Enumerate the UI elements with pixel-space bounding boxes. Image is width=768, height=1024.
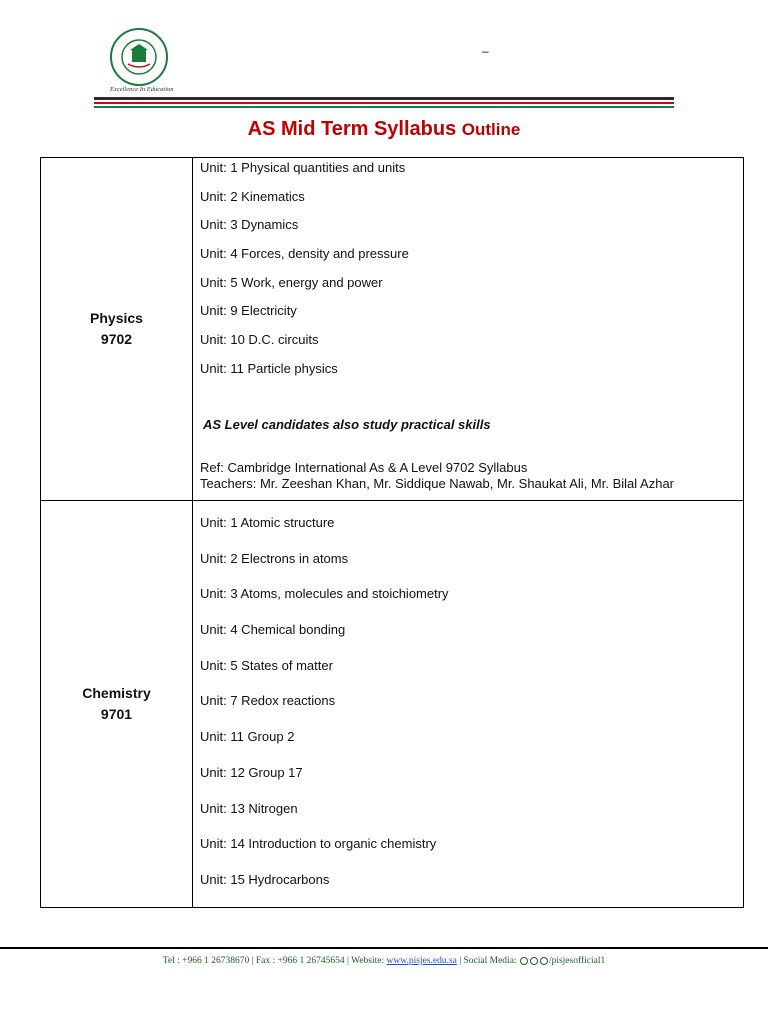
physics-unit: Unit: 5 Work, energy and power (200, 274, 383, 290)
chemistry-unit: Unit: 7 Redox reactions (200, 693, 336, 709)
footer (0, 956, 768, 966)
website-link[interactable]: www.pisjes.edu.sa (386, 956, 457, 966)
physics-unit: Unit: 11 Particle physics (200, 360, 338, 376)
chemistry-subject-name: Chemistry (82, 685, 151, 701)
school-logo (104, 26, 174, 90)
physics-units-cell (193, 158, 743, 500)
physics-subject-name: Physics (90, 310, 143, 326)
facebook-icon[interactable] (540, 957, 548, 965)
header-dash: – (482, 44, 489, 58)
twitter-icon[interactable] (530, 957, 538, 965)
chemistry-unit: Unit: 14 Introduction to organic chemistry (200, 836, 437, 852)
chemistry-unit: Unit: 1 Atomic structure (200, 515, 335, 530)
page-title (0, 118, 768, 141)
physics-subject-cell (41, 158, 193, 500)
title-suffix: Outline (461, 120, 521, 139)
footer-contact: Tel : +966 1 26738670 | Fax : +966 1 26745654 | Website: (162, 956, 387, 966)
physics-subject-code: 9702 (100, 331, 133, 347)
practical-skills-note: AS Level candidates also study practical skills (203, 416, 491, 432)
syllabus-table (40, 157, 744, 908)
chemistry-subject-cell (41, 501, 193, 907)
chemistry-unit: Unit: 11 Group 2 (200, 729, 295, 745)
chemistry-unit: Unit: 4 Chemical bonding (200, 622, 346, 638)
chemistry-row (41, 500, 743, 907)
chemistry-subject-code: 9701 (100, 706, 133, 722)
reference-line: Ref: Cambridge International As & A Level 9702 Syllabus (200, 459, 528, 475)
instagram-icon[interactable] (520, 957, 528, 965)
physics-reference (200, 460, 743, 492)
chemistry-unit: Unit: 13 Nitrogen (200, 800, 298, 816)
chemistry-unit: Unit: 5 States of matter (200, 657, 333, 673)
chemistry-unit: Unit: 2 Electrons in atoms (200, 550, 349, 566)
physics-unit: Unit: 9 Electricity (200, 303, 297, 319)
social-handle: /pisjesofficial1 (548, 956, 606, 966)
physics-unit: Unit: 10 D.C. circuits (200, 332, 319, 348)
physics-row (41, 158, 743, 500)
physics-unit: Unit: 4 Forces, density and pressure (200, 246, 409, 262)
footer-rule (0, 947, 768, 949)
chemistry-unit: Unit: 12 Group 17 (200, 764, 303, 780)
footer-social-label: | Social Media: (456, 956, 519, 966)
teachers-line: Teachers: Mr. Zeeshan Khan, Mr. Siddique Nawab, Mr. Shaukat Ali, Mr. Bilal Azhar (200, 475, 675, 491)
chemistry-units-cell (193, 501, 743, 907)
header-rule (94, 97, 674, 108)
physics-unit: Unit: 2 Kinematics (200, 188, 305, 204)
title-main: AS Mid Term Syllabus (247, 118, 457, 140)
school-tagline: Excellence In Education (110, 86, 174, 93)
chemistry-unit: Unit: 15 Hydrocarbons (200, 871, 330, 887)
chemistry-unit: Unit: 3 Atoms, molecules and stoichiometry (200, 586, 449, 602)
physics-unit: Unit: 3 Dynamics (200, 217, 299, 233)
physics-unit: Unit: 1 Physical quantities and units (200, 160, 406, 175)
